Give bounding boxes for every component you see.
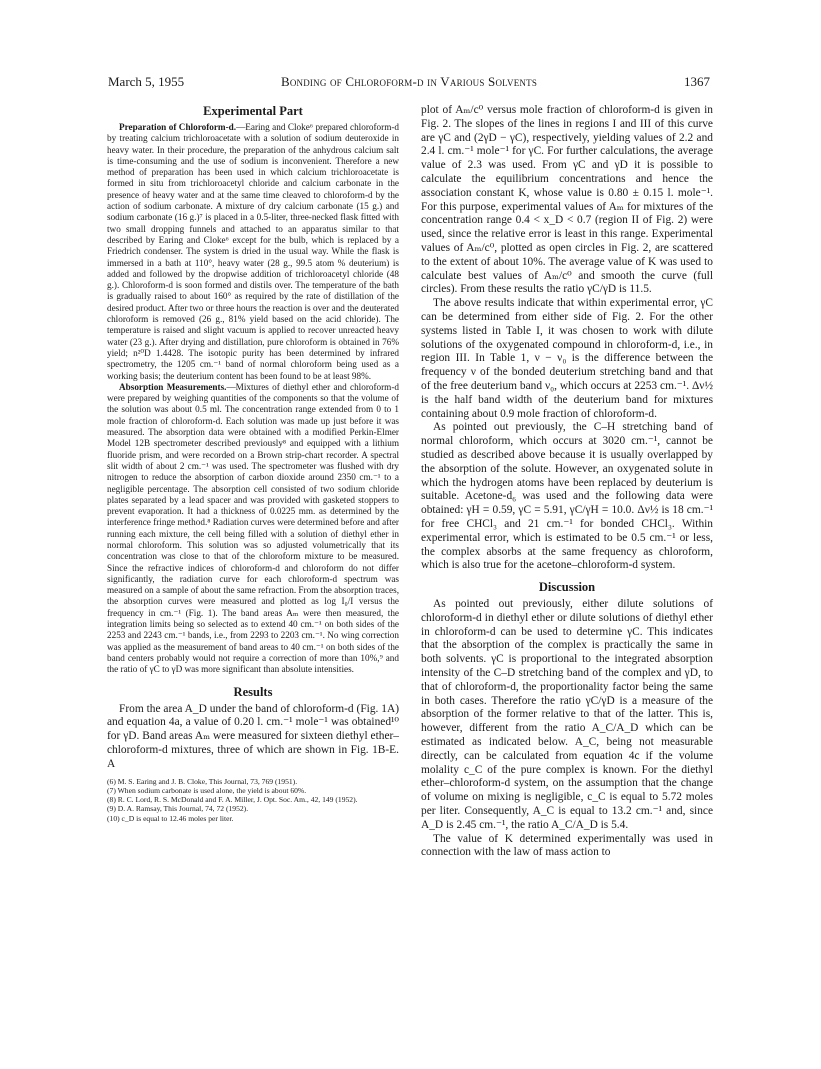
footnotes	[107, 776, 399, 823]
footnote: (10) c_D is equal to 12.46 moles per liter.	[107, 813, 234, 823]
header-date: March 5, 1955	[108, 74, 185, 89]
experimental-body	[107, 122, 399, 676]
absorption-text: —Mixtures of diethyl ether and chloroform-d were prepared by weighing quantities of the components so that the volume of the solution was about 0.5 ml. The concentration range extended from 0 to 1 mole fraction of chloroform-d. Each solution was made up just before it was measured. The absorption data were obtained with a modified Perkin-Elmer Model 12B spectrometer described previously⁸ and equipped with a lithium fluoride prism, and were recorded on a Brown strip-chart recorder. A spectral slit width of about 2 cm.⁻¹ was used. The spectrometer was flushed with dry nitrogen to reduce the absorption of carbon dioxide around 2350 cm.⁻¹ to a negligible percentage. The absorption cell consisted of two sodium chloride plates separated by a lead spacer and was provided with gasketed stoppers to prevent evaporation. It had a thickness of 0.0225 mm. as determined by the interference fringe method.⁸ Radiation curves were determined before and after running each mixture, the cell being filled with a solution of diethyl ether in normal chloroform. This solution was so adjusted volumetrically that its concentration was close to that of the chloroform mixture to be measured. Since the refractive indices of chloroform-d and chloroform do not differ significantly, the radiation curve for each chloroform-d spectrum was measured on a sample of about the same refraction. From the absorption traces, the absorption curves were measured and plotted as log I₀/I versus the frequency in cm.⁻¹ (Fig. 1). The band areas Aₘ were then measured, the integration limits being so selected as to extend 40 cm.⁻¹ on both sides of the 2253 and 2243 cm.⁻¹ bands, i.e., from 2293 to 2203 cm.⁻¹. No wing correction was applied as the measurement of band areas to 40 cm.⁻¹ on both sides of the band centers probably would not require a correction of more than 10%,⁹ and the ratio of γC to γD was more significant than absolute intensities.	[107, 381, 399, 675]
preparation-paragraph	[107, 122, 399, 382]
preparation-runin: Preparation of Chloroform-d.	[119, 122, 237, 132]
absorption-paragraph	[107, 382, 399, 676]
discussion-heading: Discussion	[538, 580, 596, 595]
footnote: (6) M. S. Earing and J. B. Cloke, This Journal, 73, 769 (1951).	[107, 776, 298, 786]
header-title: Bonding of Chloroform-d in Various Solvents	[280, 74, 538, 89]
preparation-text: —Earing and Cloke⁶ prepared chloroform-d by treating calcium trichloroacetate with a solution of sodium deuteroxide in heavy water. In their procedure, the preparation of the anhydrous calcium salt is time-consuming and the use of sodium is inconvenient. Therefore a new method of preparation has been used in which calcium trichloroacetate is formed in situ from trichloroacetyl chloride and calcium carbonate in the presence of heavy water and at the same time cleaved to chloroform-d by the action of sodium carbonate. A mixture of dry calcium carbonate (15 g.) and sodium carbonate (16 g.)⁷ is placed in a 0.5-liter, three-necked flask fitted with two small dropping funnels and attached to an apparatus similar to that described by Earing and Cloke⁶ except for the bulb, which is replaced by a Friedrich condenser. The system is dried in the usual way. While the flask is immersed in a bath at 110°, heavy water (28 g., 99.5 atom % deuterium) is added and followed by the dropwise addition of trichloroacetyl chloride (48 g.). Chloroform-d is soon formed and distils over. The temperature of the bath is gradually raised to about 160° as required by the rate of distillation of the desired product. After two or three hours the reaction is over and the deuterated chloroform is removed (26 g., 81% yield based on the acid chloride). The temperature is raised and slight vacuum is applied to recover unreacted heavy water (23 g.). After drying and distillation, pure chloroform is obtained in 76% yield; n²⁰D 1.4428. The isotopic purity has been determined by infrared spectrometry, the 1205 cm.⁻¹ band of normal chloroform being used as a working basis; the deuterium content has been found to be at least 98%.	[107, 122, 399, 381]
experimental-heading: Experimental Part	[203, 104, 303, 118]
running-header	[108, 74, 710, 90]
absorption-runin: Absorption Measurements.	[119, 381, 227, 392]
results-paragraph-continued: plot of Aₘ/c⁰ versus mole fraction of chloroform-d is given in Fig. 2. The slopes of the lines in regions I and III of this curve are γC and (2γD − γC), respectively, yielding values of 2.2 and 2.4 l. cm.⁻¹ mole⁻¹ for γC. For further calculations, the average value of 2.3 was used. From γC and γD it is possible to calculate the equilibrium concentrations and hence the association constant K, whose value is 0.80 ± 0.15 l. mole⁻¹. For this purpose, experimental values of Aₘ for mixtures of the concentration range 0.4 < x_D < 0.7 (region II of Fig. 2) were used, since the relative error is least in this range. Experimental values of Aₘ/c⁰, plotted as open circles in Fig. 2, are scattered to the extent of about 10%. The average value of K was used to calculate best values of Aₘ/c⁰ and smooth the curve (full circles). From these results the ratio γC/γD is 11.5.	[421, 104, 713, 296]
results-paragraph: From the area A_D under the band of chloroform-d (Fig. 1A) and equation 4a, a value of 0.20 l. cm.⁻¹ mole⁻¹ was obtained¹⁰ for γD. Band areas Aₘ were measured for sixteen diethyl ether–chloroform-d mixtures, three of which are shown in Fig. 1B-E. A	[107, 702, 399, 770]
footnote: (8) R. C. Lord, R. S. McDonald and F. A. Miller, J. Opt. Soc. Am., 42, 149 (1952).	[107, 795, 358, 805]
footnote: (7) When sodium carbonate is used alone, the yield is about 60%.	[107, 785, 307, 795]
discussion-body	[421, 598, 713, 860]
results-body	[107, 703, 399, 772]
footnote: (9) D. A. Ramsay, This Journal, 74, 72 (1952).	[107, 804, 249, 814]
results-paragraph: As pointed out previously, the C–H stretching band of normal chloroform, which occurs at 3020 cm.⁻¹, cannot be studied as described above because it is usually overlapped by the absorption of the solute. However, an oxygenated solute in which the hydrogen atoms have been replaced by deuterium is suitable. Acetone-d₆ was used and the following data were obtained: γH = 0.59, γC = 5.91, γC/γH = 10.0. Δν½ is 18 cm.⁻¹ for free CHCl₃ and 21 cm.⁻¹ for bonded CHCl₃. Within experimental error, which is estimated to be 0.5 cm.⁻¹ or less, the complex absorbs at the same frequency as chloroform, which is also true for the acetone–chloroform-d system.	[421, 421, 713, 572]
results-continued	[421, 104, 713, 573]
results-heading: Results	[233, 684, 273, 699]
right-column	[421, 104, 713, 860]
discussion-paragraph: As pointed out previously, either dilute solutions of chloroform-d in diethyl ether or dilute solutions of diethyl ether in chloroform-d can be used to determine γC. This indicates that the absorption of the complex is practically the same in both solvents. γC is proportional to the integrated absorption intensity of the C–D stretching band of the complex and γD, to that of chloroform-d, the proportionality factor being the same in both cases. Therefore the ratio γC/γD is a measure of the absorption of the former relative to that of the latter. This is, however, different from the ratio A_C/A_D which can be estimated as indicated below. A_C, being not measurable directly, can be calculated from equation 4c if the volume molality c_C of the pure complex is known. For the diethyl ether–chloroform-d system, on the assumption that the change of volume on mixing is negligible, c_C is equal to 5.72 moles per liter. Consequently, A_C is equal to 13.2 cm.⁻¹ and, since A_D is 2.45 cm.⁻¹, the ratio A_C/A_D is 5.4.	[421, 598, 713, 831]
left-column	[107, 104, 399, 823]
results-paragraph: The above results indicate that within experimental error, γC can be determined from either side of Fig. 2. For the other systems listed in Table I, it was chosen to work with dilute solutions of the oxygenated compound in chloroform-d, i.e., in region III. In Table 1, ν − ν₀ is the difference between the frequency ν of the bonded deuterium stretching band and that of the free deuterium band ν₀, which occurs at 2253 cm.⁻¹. Δν½ is the half band width of the deuterium band for mixtures containing about 0.9 mole fraction of chloroform-d.	[421, 297, 713, 420]
discussion-paragraph: The value of K determined experimentally was used in connection with the law of mass action to	[421, 832, 713, 859]
page-number: 1367	[684, 74, 710, 89]
